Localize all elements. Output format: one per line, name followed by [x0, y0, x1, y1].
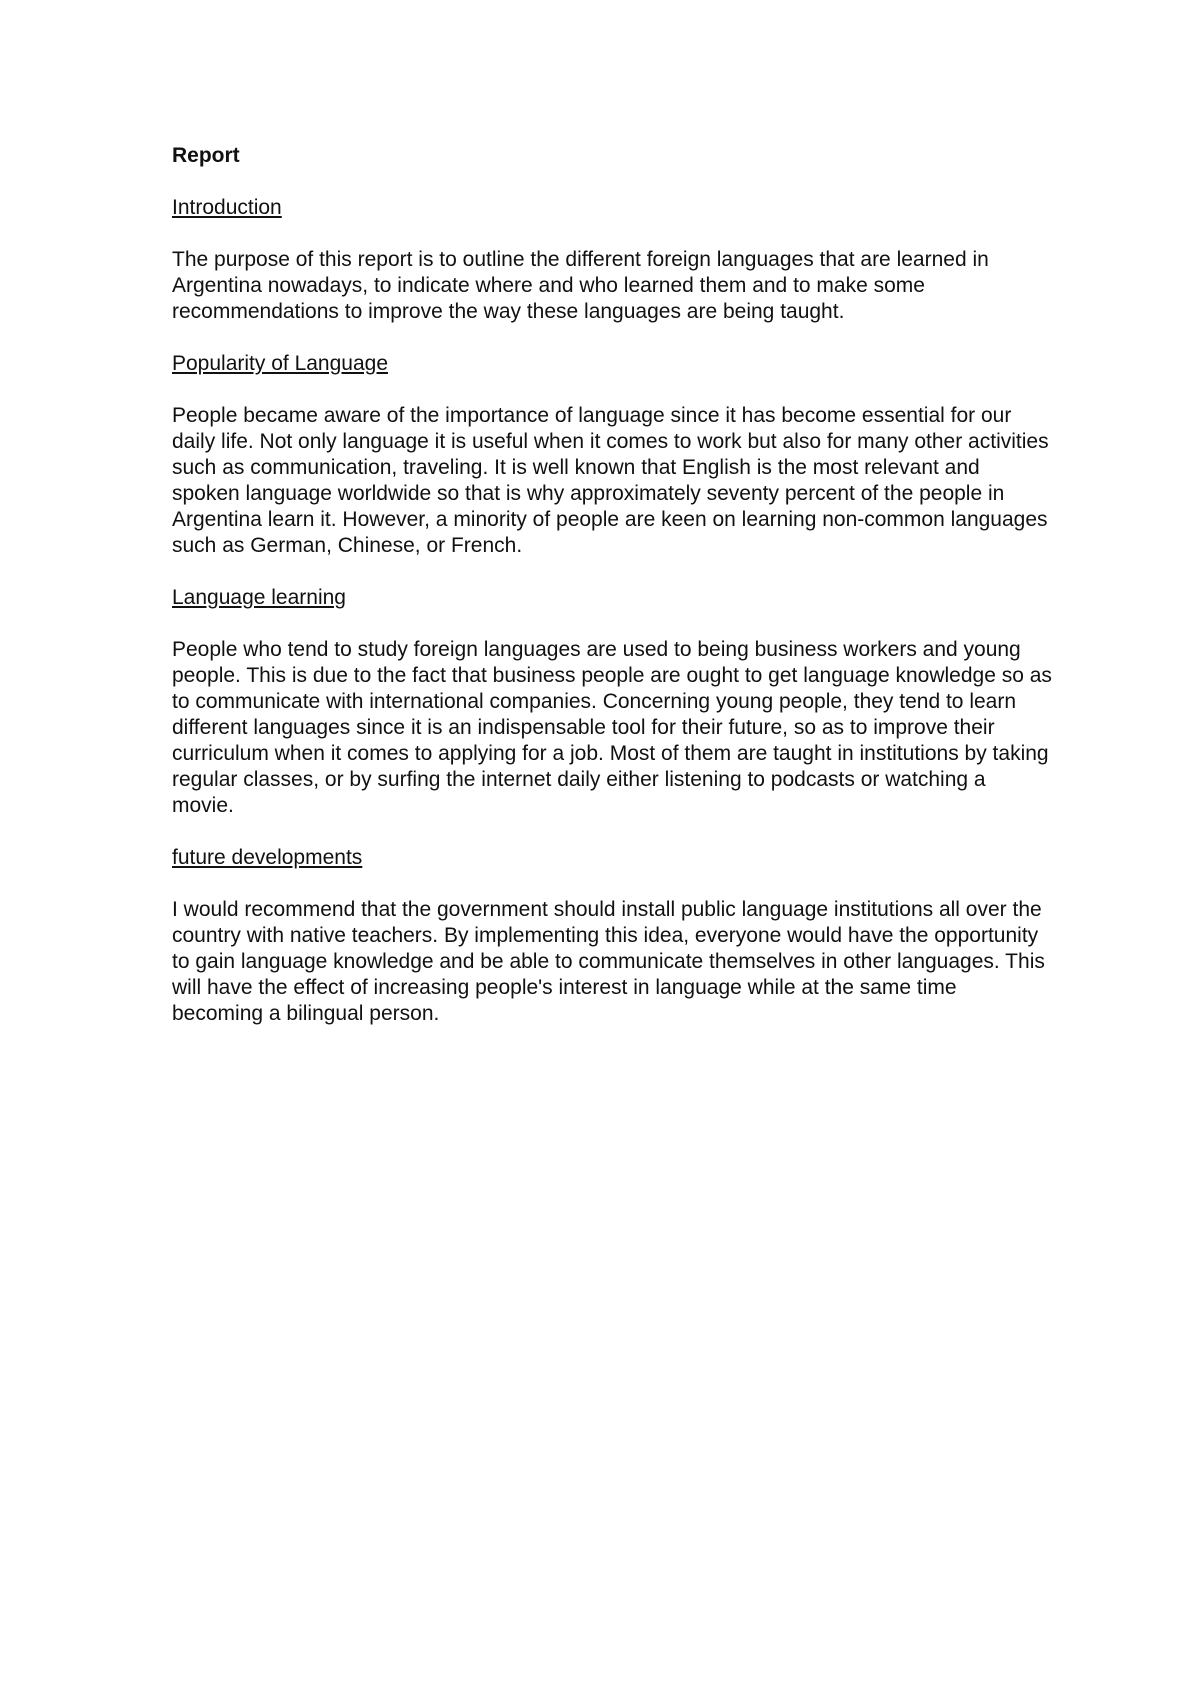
section-heading-future-developments: future developments [172, 846, 363, 869]
section-paragraph-future-developments: I would recommend that the government should install public language institutions all over the country with native teachers. By implementing this idea, everyone would have the opportunity to gain language knowledge and be able to communicate themselves in other languages. This will have the effect of increasing people's interest in language while at the same time becoming a bilingual person. [172, 898, 1045, 1025]
section-paragraph-language-learning: People who tend to study foreign languages are used to being business workers and young people. This is due to the fact that business people are ought to get language knowledge so as to communicate with international companies. Concerning young people, they tend to learn different languages since it is an indispensable tool for their future, so as to improve their curriculum when it comes to applying for a job. Most of them are taught in institutions by taking regular classes, or by surfing the internet daily either listening to podcasts or watching a movie. [172, 638, 1052, 817]
section-heading-introduction: Introduction [172, 196, 282, 219]
document-title: Report [172, 144, 240, 167]
section-heading-popularity: Popularity of Language [172, 352, 388, 375]
section-heading-language-learning: Language learning [172, 586, 346, 609]
section-paragraph-introduction: The purpose of this report is to outline the different foreign languages that are learned in Argentina nowadays, to indicate where and who learned them and to make some recommendations to improve the way these languages are being taught. [172, 248, 989, 323]
section-paragraph-popularity: People became aware of the importance of language since it has become essential for our daily life. Not only language it is useful when it comes to work but also for many other activities such as communication, traveling. It is well known that English is the most relevant and spoken language worldwide so that is why approximately seventy percent of the people in Argentina learn it. However, a minority of people are keen on learning non-common languages such as German, Chinese, or French. [172, 404, 1049, 557]
document-body [172, 143, 1052, 1053]
